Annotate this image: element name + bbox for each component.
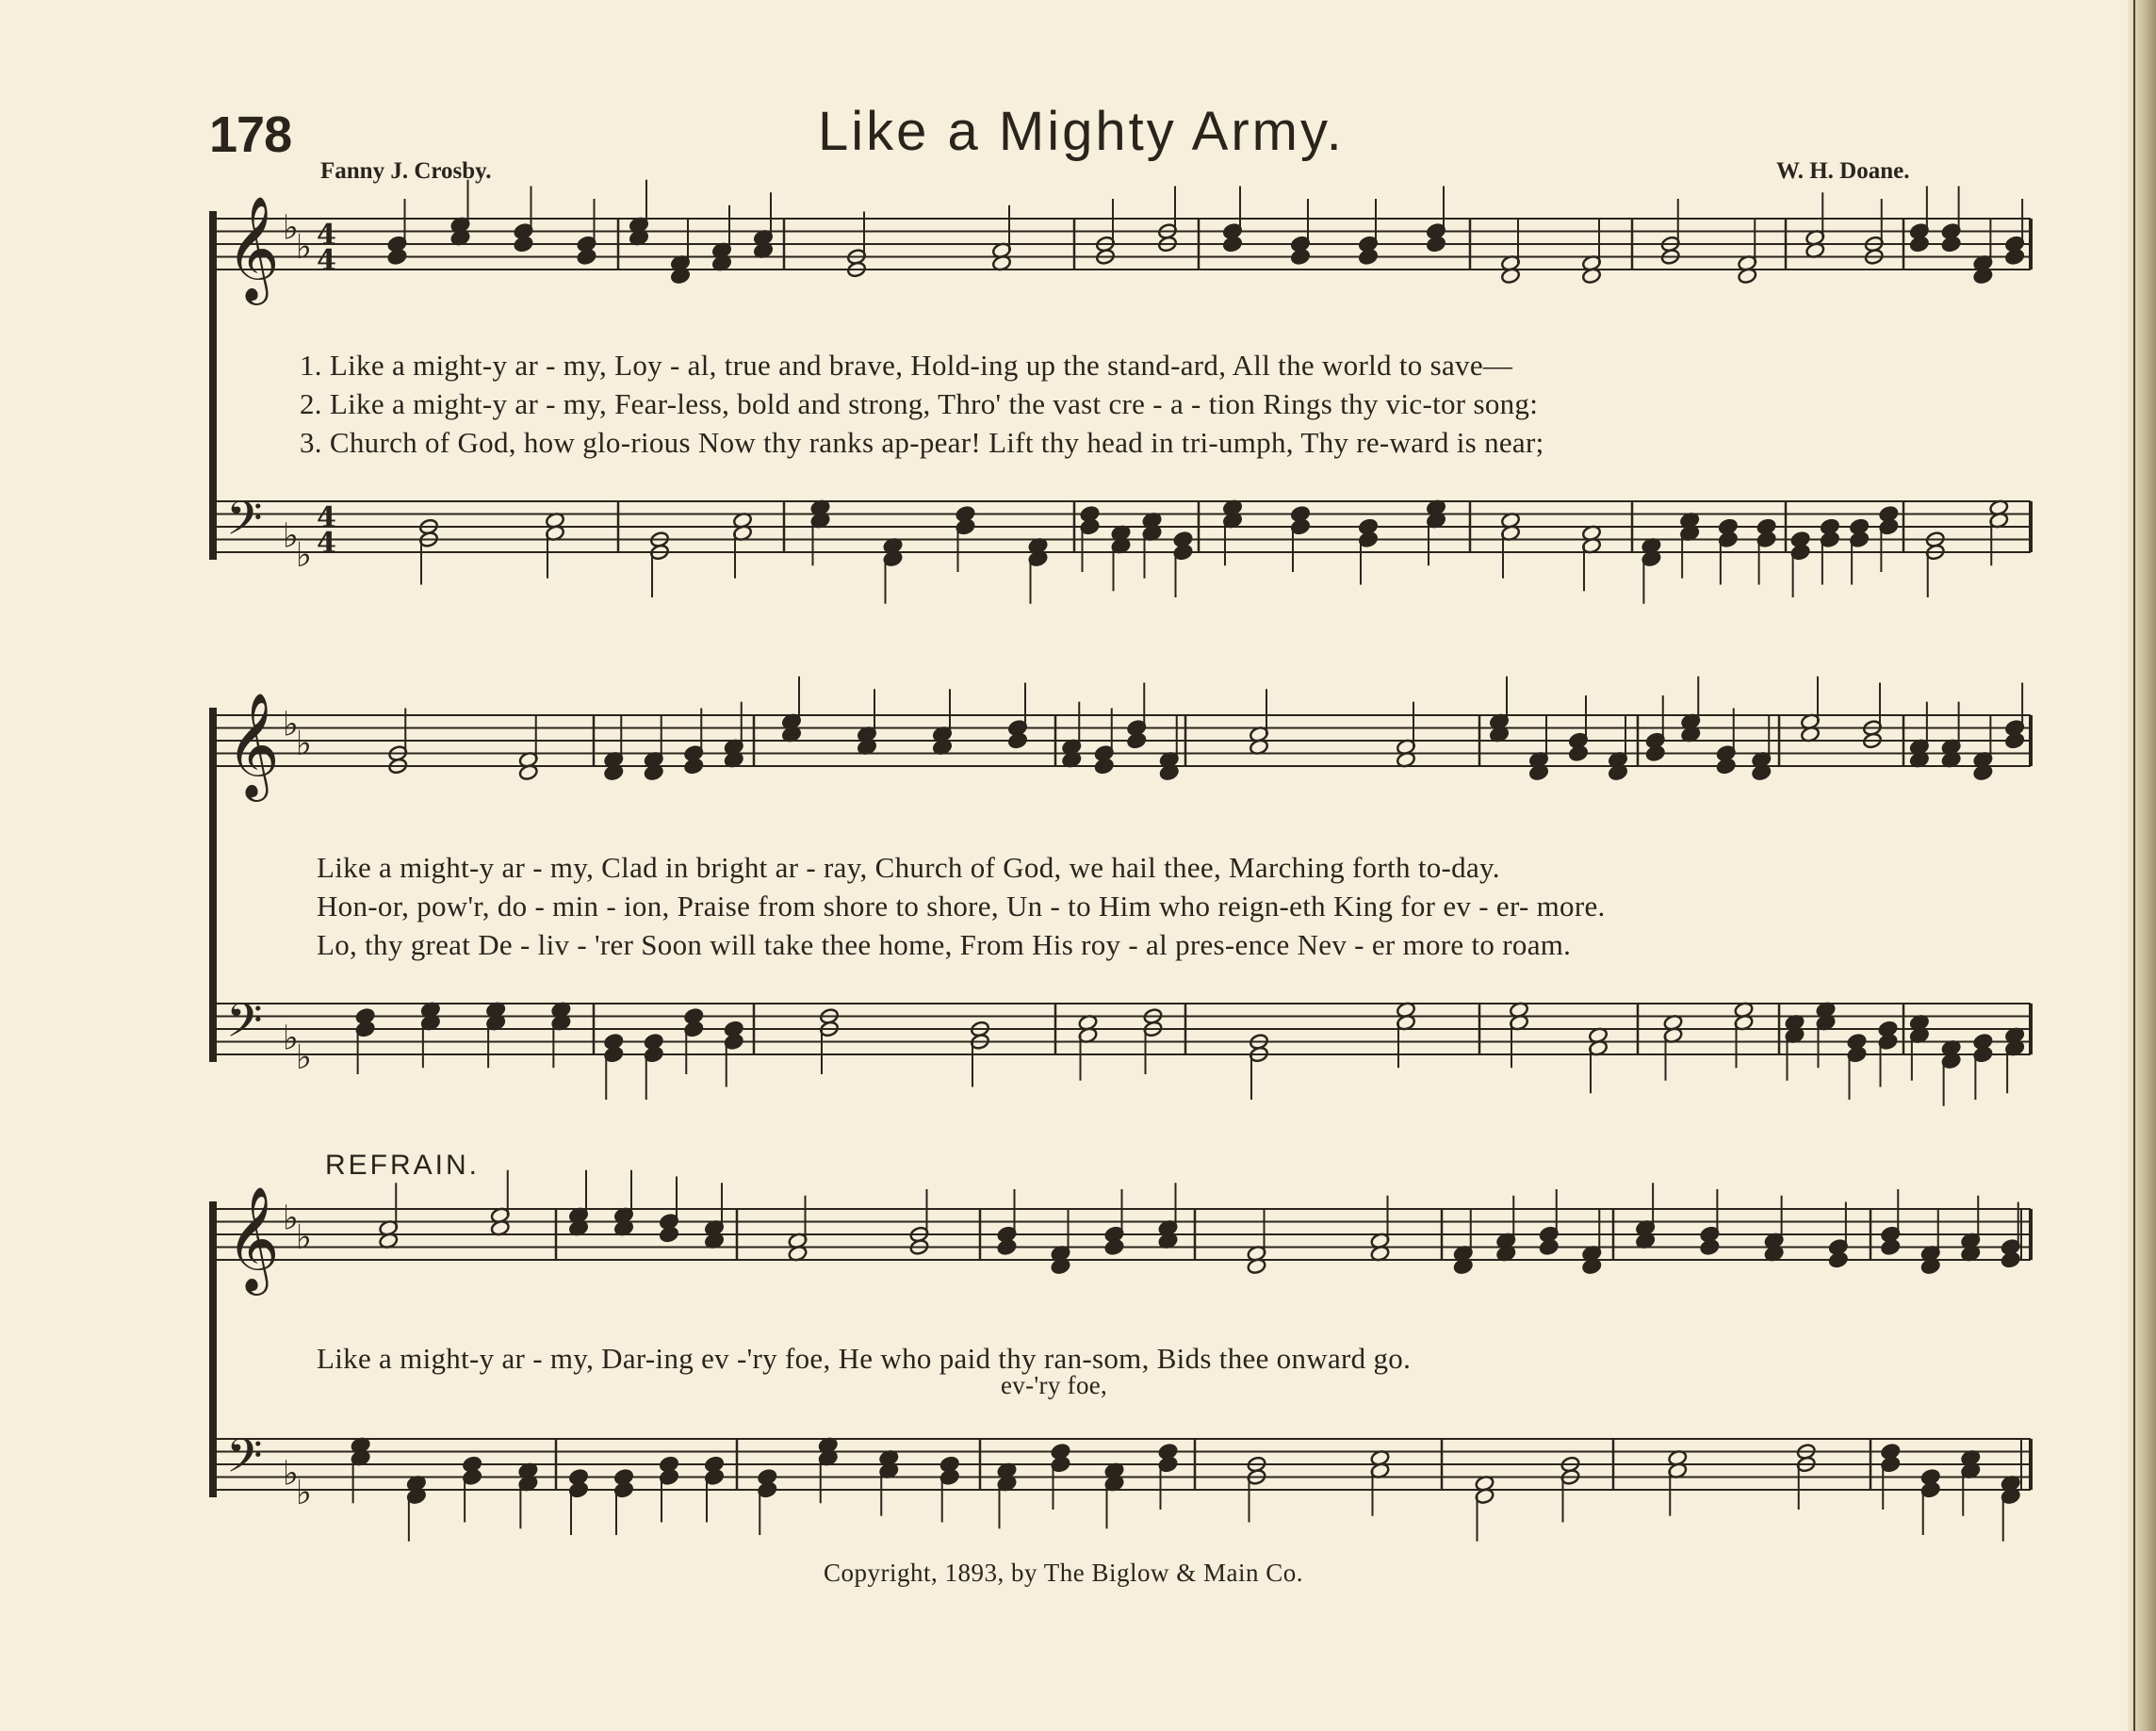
flat-sign-icon: ♭	[296, 535, 312, 575]
treble-clef-icon: 𝄞	[226, 692, 280, 797]
notehead	[2004, 732, 2024, 749]
time-signature-top: 4	[317, 219, 336, 252]
treble-clef-icon: 𝄞	[226, 1185, 280, 1291]
flat-sign-icon: ♭	[296, 1473, 312, 1512]
notehead	[1127, 732, 1147, 749]
notehead	[1358, 248, 1378, 265]
flat-sign-icon: ♭	[283, 516, 299, 556]
verse-1-line-1: 1. Like a might-y ar - my, Loy - al, true and brave, Hold-ing up the stand-ard, All the world to save—	[300, 349, 1513, 382]
flat-sign-icon: ♭	[296, 1037, 312, 1077]
refrain-lyrics: Like a might-y ar - my, Dar-ing ev -'ry foe, He who paid thy ran-som, Bids thee onward go.	[317, 1342, 1412, 1375]
verse-3-line-2: Lo, thy great De - liv - 'rer Soon will take thee home, From His roy - al pres-ence Nev - er more to roam.	[317, 928, 1572, 961]
gutter-line	[2133, 0, 2135, 1731]
notehead	[577, 248, 596, 265]
notehead	[1539, 1238, 1559, 1255]
notehead	[1716, 758, 1736, 775]
time-signature-bottom: 4	[317, 244, 336, 277]
verse-2-line-1: 2. Like a might-y ar - my, Fear-less, bold and strong, Thro' the vast cre - a - tion Rings thy vic-tor song:	[300, 387, 1539, 420]
copyright-notice: Copyright, 1893, by The Biglow & Main Co.	[824, 1559, 1304, 1587]
notehead	[1104, 1238, 1124, 1255]
verse-2-line-2: Hon-or, pow'r, do - min - ion, Praise from shore to shore, Un - to Him who reign-eth King for ev - er- more.	[317, 890, 1606, 923]
notehead	[2004, 248, 2024, 265]
bass-clef-icon: 𝄢	[226, 491, 263, 558]
notehead	[1568, 744, 1588, 761]
flat-sign-icon: ♭	[283, 705, 299, 744]
lyricist-credit: Fanny J. Crosby.	[320, 158, 492, 184]
bass-clef-icon: 𝄢	[226, 993, 263, 1060]
flat-sign-icon: ♭	[283, 1199, 299, 1238]
notehead	[387, 248, 407, 265]
notehead	[1007, 732, 1027, 749]
notehead	[997, 1238, 1017, 1255]
notehead	[1426, 236, 1446, 253]
flat-sign-icon: ♭	[296, 1217, 312, 1257]
flat-sign-icon: ♭	[283, 208, 299, 248]
notehead	[1828, 1251, 1848, 1268]
hymn-title: Like a Mighty Army.	[818, 101, 1345, 162]
bass-clef-icon: 𝄢	[226, 1429, 263, 1495]
notehead	[1909, 236, 1929, 253]
notehead	[1645, 744, 1665, 761]
notehead	[1881, 1238, 1901, 1255]
notehead	[1222, 236, 1242, 253]
time-signature-top: 4	[317, 501, 336, 534]
page-gutter	[2128, 0, 2156, 1731]
flat-sign-icon: ♭	[283, 1454, 299, 1494]
composer-credit: W. H. Doane.	[1776, 158, 1910, 184]
system-brace	[209, 211, 217, 560]
system-brace	[209, 708, 217, 1062]
notehead	[514, 236, 533, 253]
notehead	[1094, 758, 1114, 775]
notehead	[2001, 1251, 2020, 1268]
flat-sign-icon: ♭	[296, 227, 312, 267]
verse-3-line-1: 3. Church of God, how glo-rious Now thy ranks ap-pear! Lift thy head in tri-umph, Thy re-ward is near;	[300, 426, 1544, 459]
flat-sign-icon: ♭	[296, 724, 312, 763]
refrain-label: REFRAIN.	[325, 1150, 481, 1181]
notehead	[1700, 1238, 1720, 1255]
notehead	[1941, 236, 1961, 253]
refrain-echo-lyric: ev-'ry foe,	[1001, 1371, 1108, 1399]
notehead	[1290, 248, 1310, 265]
system-brace	[209, 1201, 217, 1497]
notehead	[684, 758, 704, 775]
notehead	[659, 1226, 678, 1243]
treble-clef-icon: 𝄞	[226, 195, 280, 301]
verse-1-line-2: Like a might-y ar - my, Clad in bright ar - ray, Church of God, we hail thee, Marching forth to-day.	[317, 851, 1500, 884]
page-number: 178	[209, 106, 292, 163]
flat-sign-icon: ♭	[283, 1019, 299, 1058]
time-signature-bottom: 4	[317, 527, 336, 560]
